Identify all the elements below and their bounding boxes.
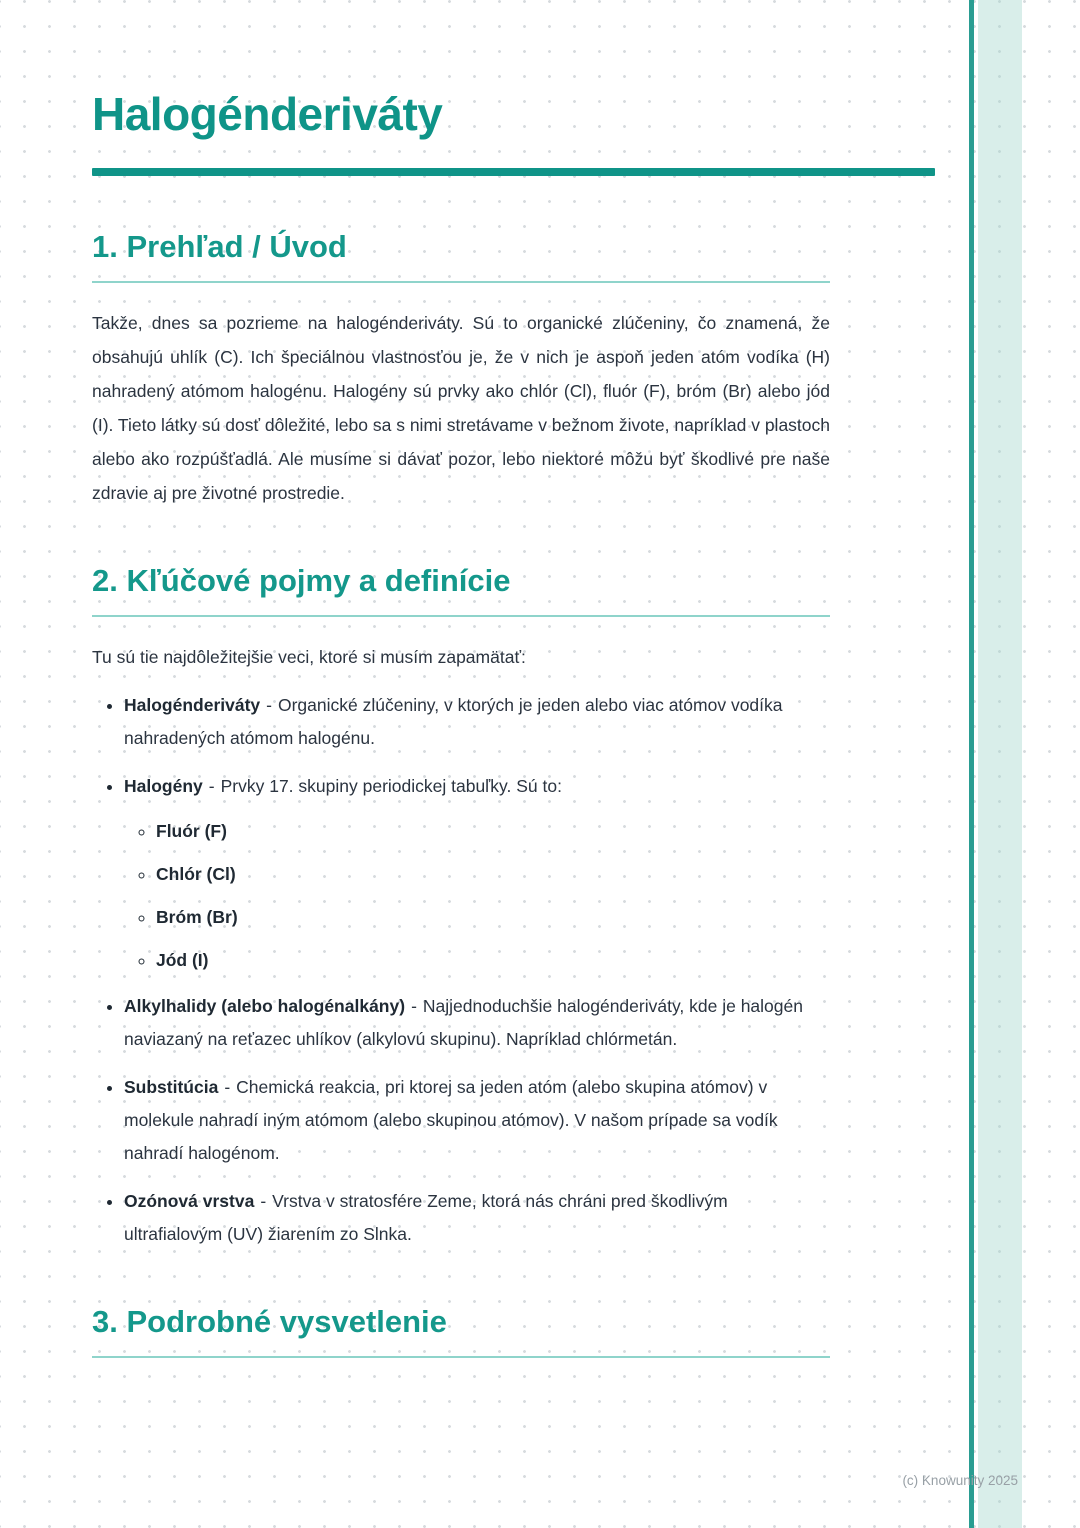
key-concepts-intro: Tu sú tie najdôležitejšie veci, ktoré si musím zapamätať: <box>92 647 526 667</box>
term-separator: - <box>266 695 272 715</box>
list-item-halogenderivaty <box>124 689 824 755</box>
term-description: Chemická reakcia, pri ktorej sa jeden atóm (alebo skupina atómov) v molekule nahradí iným atómom (alebo skupinou atómov). V našom prípade sa vodík nahradí halogénom. <box>124 1077 778 1163</box>
copyright-footer: (c) Knowunity 2025 <box>902 1473 1018 1488</box>
term-separator: - <box>208 776 215 796</box>
side-accent-band <box>978 0 1022 1528</box>
sublist-item-brom <box>156 902 824 932</box>
section-heading-detailed-explanation: 3. Podrobné vysvetlenie <box>92 1304 447 1339</box>
term-label: Ozónová vrstva <box>124 1191 255 1211</box>
sublist-item-label: Bróm (Br) <box>156 907 238 927</box>
section-overview <box>92 228 935 510</box>
term-label: Halogény <box>124 776 203 796</box>
section-heading-key-concepts: 2. Kľúčové pojmy a definície <box>92 563 511 598</box>
section-heading-overview: 1. Prehľad / Úvod <box>92 229 347 264</box>
sublist-item-label: Fluór (F) <box>156 821 227 841</box>
list-item-halogeny <box>124 770 824 975</box>
key-concepts-list <box>92 689 824 1251</box>
section-underline <box>92 615 830 617</box>
side-accent-line <box>969 0 974 1528</box>
page-content <box>92 0 935 1358</box>
list-item-substitucia <box>124 1071 824 1170</box>
term-description: Najjednoduchšie halogénderiváty, kde je halogén naviazaný na reťazec uhlíkov (alkylovú skupinu). Napríklad chlórmetán. <box>124 996 803 1049</box>
term-label: Substitúcia <box>124 1077 219 1097</box>
sublist-item-chlor <box>156 859 824 889</box>
overview-paragraph: Takže, dnes sa pozrieme na halogénderiváty. Sú to organické zlúčeniny, čo znamená, že obsahujú uhlík (C). Ich špeciálnou vlastnosťou je, že v nich je aspoň jeden atóm vodíka (H) nahradený atómom halogénu. Halogény sú prvky ako chlór (Cl), fluór (F), bróm (Br) alebo jód (I). Tieto látky sú dosť dôležité, lebo sa s nimi stretávame v bežnom živote, napríklad v plastoch alebo ako rozpúšťadlá. Ale musíme si dávať pozor, lebo niektoré môžu byť škodlivé pre naše zdravie aj pre životné prostredie. <box>92 313 831 503</box>
term-separator: - <box>260 1191 267 1211</box>
section-underline <box>92 1356 830 1358</box>
list-item-ozonova-vrstva <box>124 1185 824 1251</box>
sublist-item-label: Chlór (Cl) <box>156 864 236 884</box>
sublist-item-label: Jód (I) <box>156 950 209 970</box>
halogens-sublist <box>124 816 824 975</box>
section-underline <box>92 281 830 283</box>
title-underline <box>92 168 935 176</box>
term-label: Alkylhalidy (alebo halogénalkány) <box>124 996 406 1016</box>
section-key-concepts <box>92 562 935 1251</box>
page-title: Halogénderiváty <box>92 88 443 140</box>
sublist-item-jod <box>156 945 824 975</box>
sublist-item-fluor <box>156 816 824 846</box>
list-item-alkylhalidy <box>124 990 824 1056</box>
term-description: Prvky 17. skupiny periodickej tabuľky. Sú to: <box>220 776 562 796</box>
term-description: Vrstva v stratosfére Zeme, ktorá nás chráni pred škodlivým ultrafialovým (UV) žiarením zo Slnka. <box>124 1191 728 1244</box>
term-label: Halogénderiváty <box>124 695 261 715</box>
term-description: Organické zlúčeniny, v ktorých je jeden alebo viac atómov vodíka nahradených atómom halogénu. <box>124 695 783 748</box>
term-separator: - <box>411 996 417 1016</box>
term-separator: - <box>224 1077 231 1097</box>
section-detailed-explanation <box>92 1303 935 1358</box>
